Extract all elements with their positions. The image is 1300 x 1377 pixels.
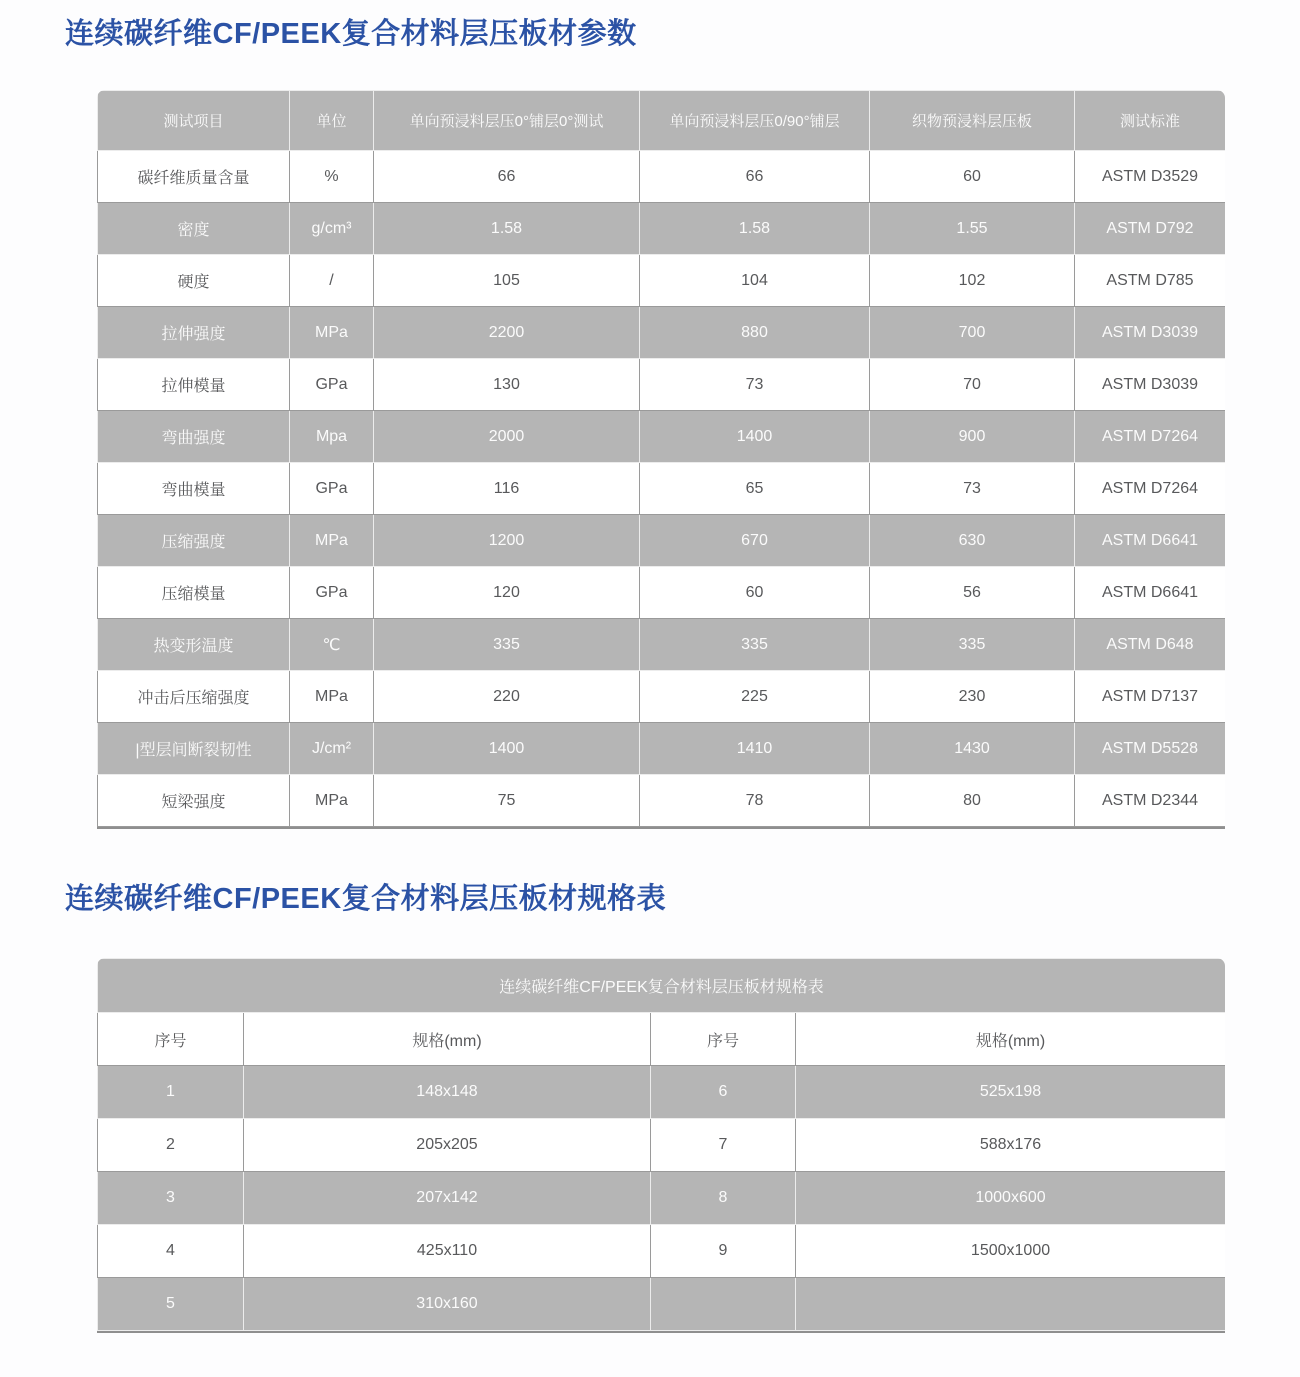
value-cell: 66 bbox=[374, 151, 640, 203]
value-cell: 900 bbox=[870, 411, 1075, 463]
column-header: 单位 bbox=[290, 91, 374, 151]
value-cell: 1430 bbox=[870, 723, 1075, 775]
value-cell: 116 bbox=[374, 463, 640, 515]
table-row bbox=[98, 1278, 1226, 1331]
spec-table bbox=[97, 958, 1225, 1331]
value-cell: 75 bbox=[374, 775, 640, 827]
index-cell: 6 bbox=[651, 1066, 796, 1119]
row-label: |型层间断裂韧性 bbox=[98, 723, 290, 775]
spec-cell: 205x205 bbox=[244, 1119, 651, 1172]
table-row bbox=[98, 1066, 1226, 1119]
value-cell: 73 bbox=[870, 463, 1075, 515]
params-table bbox=[97, 90, 1225, 827]
table-row bbox=[98, 1172, 1226, 1225]
params-table-title: 连续碳纤维CF/PEEK复合材料层压板材参数 bbox=[65, 18, 637, 50]
table-row bbox=[98, 1119, 1226, 1172]
value-cell: 230 bbox=[870, 671, 1075, 723]
spec-cell bbox=[796, 1278, 1226, 1331]
index-cell: 4 bbox=[98, 1225, 244, 1278]
unit-cell: Mpa bbox=[290, 411, 374, 463]
table-row bbox=[98, 463, 1226, 515]
column-header: 规格(mm) bbox=[244, 1013, 651, 1066]
unit-cell: GPa bbox=[290, 463, 374, 515]
value-cell: 65 bbox=[640, 463, 870, 515]
value-cell: 102 bbox=[870, 255, 1075, 307]
spec-cell: 1500x1000 bbox=[796, 1225, 1226, 1278]
spec-cell: 148x148 bbox=[244, 1066, 651, 1119]
index-cell: 8 bbox=[651, 1172, 796, 1225]
standard-cell: ASTM D6641 bbox=[1075, 515, 1226, 567]
unit-cell: MPa bbox=[290, 307, 374, 359]
value-cell: 1400 bbox=[374, 723, 640, 775]
unit-cell: MPa bbox=[290, 515, 374, 567]
standard-cell: ASTM D5528 bbox=[1075, 723, 1226, 775]
value-cell: 225 bbox=[640, 671, 870, 723]
index-cell: 9 bbox=[651, 1225, 796, 1278]
value-cell: 2000 bbox=[374, 411, 640, 463]
column-header: 测试标准 bbox=[1075, 91, 1226, 151]
table-row bbox=[98, 359, 1226, 411]
row-label: 热变形温度 bbox=[98, 619, 290, 671]
value-cell: 80 bbox=[870, 775, 1075, 827]
column-header: 单向预浸料层压0°铺层0°测试 bbox=[374, 91, 640, 151]
row-label: 短梁强度 bbox=[98, 775, 290, 827]
spec-cell: 207x142 bbox=[244, 1172, 651, 1225]
table-row bbox=[98, 1225, 1226, 1278]
standard-cell: ASTM D7264 bbox=[1075, 411, 1226, 463]
table-row bbox=[98, 775, 1226, 827]
unit-cell: MPa bbox=[290, 671, 374, 723]
index-cell: 2 bbox=[98, 1119, 244, 1172]
index-cell: 7 bbox=[651, 1119, 796, 1172]
unit-cell: GPa bbox=[290, 567, 374, 619]
value-cell: 880 bbox=[640, 307, 870, 359]
standard-cell: ASTM D3039 bbox=[1075, 307, 1226, 359]
spec-table-title: 连续碳纤维CF/PEEK复合材料层压板材规格表 bbox=[65, 883, 667, 915]
spec-cell: 588x176 bbox=[796, 1119, 1226, 1172]
value-cell: 130 bbox=[374, 359, 640, 411]
value-cell: 60 bbox=[640, 567, 870, 619]
row-label: 压缩模量 bbox=[98, 567, 290, 619]
spec-caption-row bbox=[98, 959, 1226, 1013]
value-cell: 105 bbox=[374, 255, 640, 307]
column-header: 织物预浸料层压板 bbox=[870, 91, 1075, 151]
value-cell: 78 bbox=[640, 775, 870, 827]
index-cell: 3 bbox=[98, 1172, 244, 1225]
standard-cell: ASTM D792 bbox=[1075, 203, 1226, 255]
value-cell: 73 bbox=[640, 359, 870, 411]
table-row bbox=[98, 671, 1226, 723]
index-cell bbox=[651, 1278, 796, 1331]
table-row bbox=[98, 307, 1226, 359]
row-label: 冲击后压缩强度 bbox=[98, 671, 290, 723]
unit-cell: MPa bbox=[290, 775, 374, 827]
row-label: 硬度 bbox=[98, 255, 290, 307]
value-cell: 120 bbox=[374, 567, 640, 619]
value-cell: 630 bbox=[870, 515, 1075, 567]
unit-cell: g/cm³ bbox=[290, 203, 374, 255]
value-cell: 1400 bbox=[640, 411, 870, 463]
table-row bbox=[98, 723, 1226, 775]
params-table-container bbox=[97, 90, 1225, 829]
value-cell: 104 bbox=[640, 255, 870, 307]
column-header: 测试项目 bbox=[98, 91, 290, 151]
spec-cell: 310x160 bbox=[244, 1278, 651, 1331]
standard-cell: ASTM D7264 bbox=[1075, 463, 1226, 515]
column-header: 序号 bbox=[98, 1013, 244, 1066]
params-header-row bbox=[98, 91, 1226, 151]
spec-cell: 525x198 bbox=[796, 1066, 1226, 1119]
value-cell: 66 bbox=[640, 151, 870, 203]
value-cell: 220 bbox=[374, 671, 640, 723]
table-row bbox=[98, 619, 1226, 671]
row-label: 密度 bbox=[98, 203, 290, 255]
value-cell: 1.58 bbox=[374, 203, 640, 255]
spec-table-caption: 连续碳纤维CF/PEEK复合材料层压板材规格表 bbox=[98, 959, 1226, 1013]
table-row bbox=[98, 411, 1226, 463]
standard-cell: ASTM D648 bbox=[1075, 619, 1226, 671]
unit-cell: GPa bbox=[290, 359, 374, 411]
value-cell: 335 bbox=[640, 619, 870, 671]
value-cell: 2200 bbox=[374, 307, 640, 359]
value-cell: 1200 bbox=[374, 515, 640, 567]
standard-cell: ASTM D6641 bbox=[1075, 567, 1226, 619]
value-cell: 670 bbox=[640, 515, 870, 567]
value-cell: 60 bbox=[870, 151, 1075, 203]
index-cell: 1 bbox=[98, 1066, 244, 1119]
table-row bbox=[98, 255, 1226, 307]
spec-header-row bbox=[98, 1013, 1226, 1066]
table-row bbox=[98, 151, 1226, 203]
column-header: 规格(mm) bbox=[796, 1013, 1226, 1066]
standard-cell: ASTM D3039 bbox=[1075, 359, 1226, 411]
table-row bbox=[98, 567, 1226, 619]
row-label: 弯曲强度 bbox=[98, 411, 290, 463]
unit-cell: / bbox=[290, 255, 374, 307]
value-cell: 700 bbox=[870, 307, 1075, 359]
index-cell: 5 bbox=[98, 1278, 244, 1331]
unit-cell: J/cm² bbox=[290, 723, 374, 775]
standard-cell: ASTM D2344 bbox=[1075, 775, 1226, 827]
value-cell: 56 bbox=[870, 567, 1075, 619]
value-cell: 335 bbox=[870, 619, 1075, 671]
row-label: 拉伸模量 bbox=[98, 359, 290, 411]
standard-cell: ASTM D785 bbox=[1075, 255, 1226, 307]
value-cell: 1.55 bbox=[870, 203, 1075, 255]
column-header: 序号 bbox=[651, 1013, 796, 1066]
table-row bbox=[98, 515, 1226, 567]
value-cell: 70 bbox=[870, 359, 1075, 411]
row-label: 压缩强度 bbox=[98, 515, 290, 567]
row-label: 碳纤维质量含量 bbox=[98, 151, 290, 203]
spec-cell: 425x110 bbox=[244, 1225, 651, 1278]
standard-cell: ASTM D7137 bbox=[1075, 671, 1226, 723]
row-label: 弯曲模量 bbox=[98, 463, 290, 515]
unit-cell: % bbox=[290, 151, 374, 203]
unit-cell: ℃ bbox=[290, 619, 374, 671]
value-cell: 335 bbox=[374, 619, 640, 671]
table-row bbox=[98, 203, 1226, 255]
value-cell: 1.58 bbox=[640, 203, 870, 255]
row-label: 拉伸强度 bbox=[98, 307, 290, 359]
value-cell: 1410 bbox=[640, 723, 870, 775]
standard-cell: ASTM D3529 bbox=[1075, 151, 1226, 203]
spec-cell: 1000x600 bbox=[796, 1172, 1226, 1225]
column-header: 单向预浸料层压0/90°铺层 bbox=[640, 91, 870, 151]
spec-table-container bbox=[97, 958, 1225, 1333]
